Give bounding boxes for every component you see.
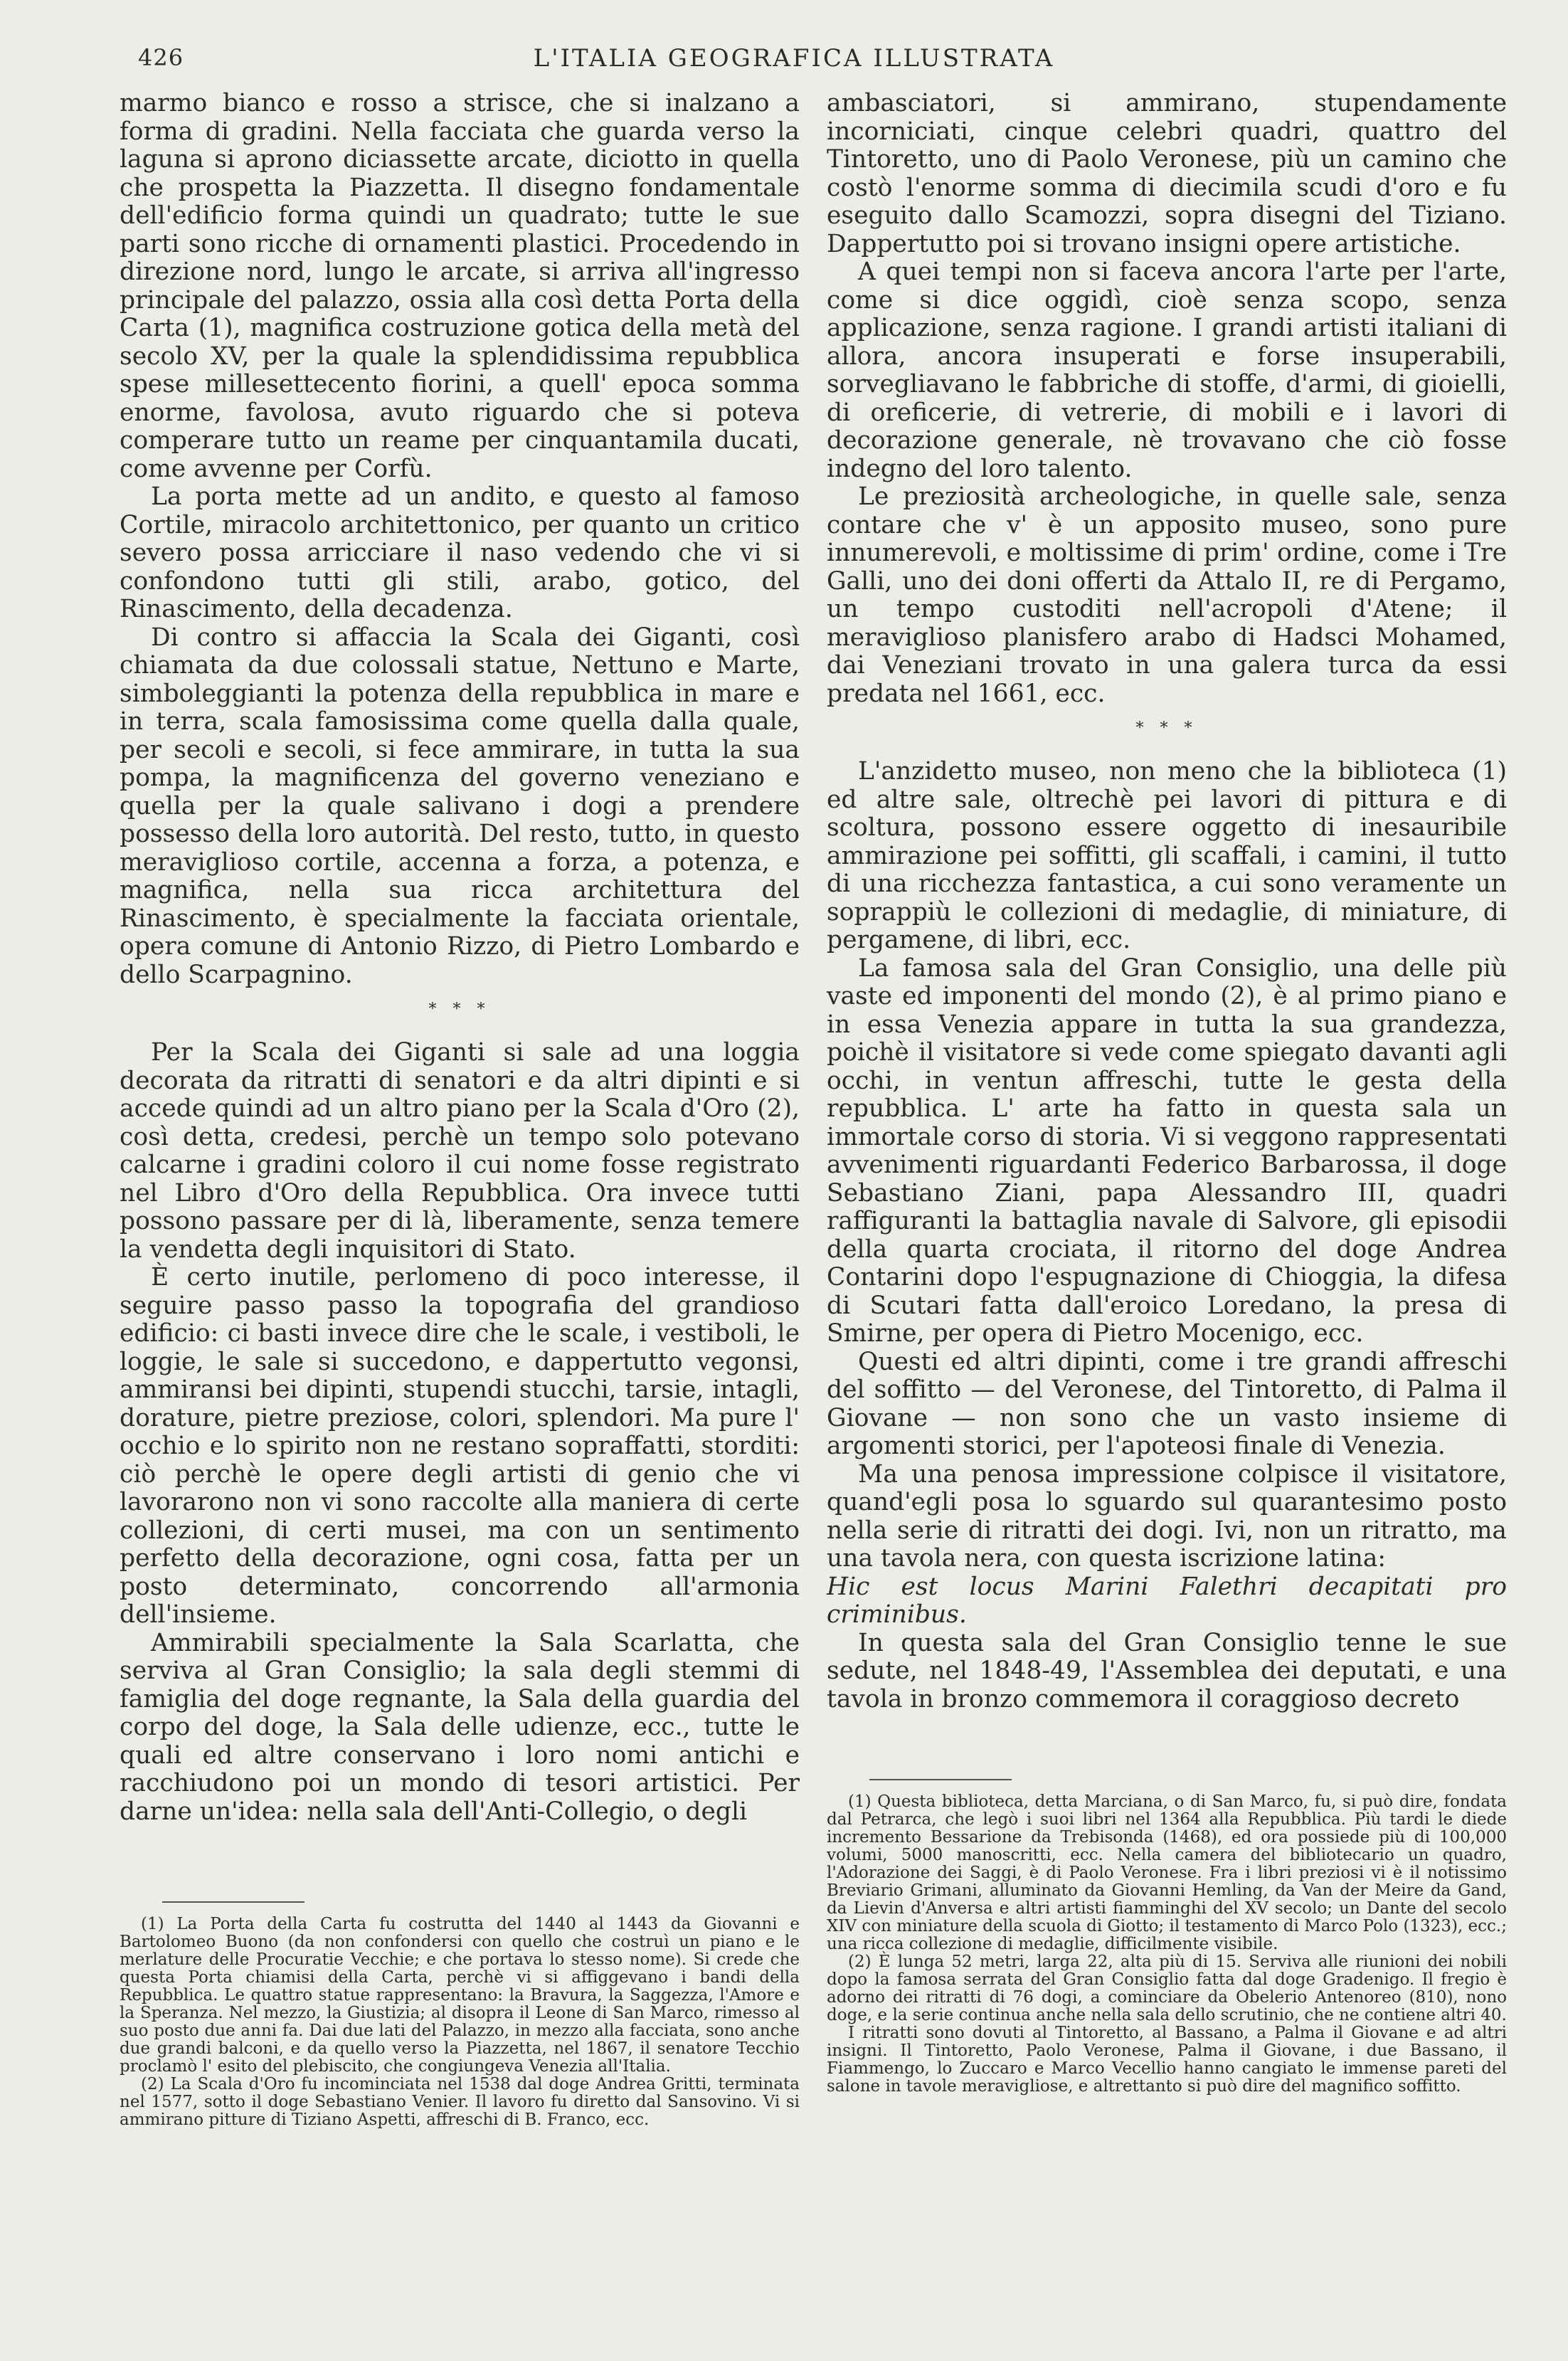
paragraph: A quei tempi non si faceva ancora l'arte per l'arte, come si dice oggidì, cioè senza scopo, senza applicazione, senza ragione. I grandi artisti italiani di allora, ancora insuperati e forse insuperabili, sorvegliavano le fabbriche di stoffe, d'armi, di gioielli, di oreficerie, di vetrerie, di mobili e i lavori di decorazione generale, nè trovavano che ciò fosse indegno del loro talento. — [827, 258, 1507, 483]
page-header — [132, 44, 1456, 80]
section-divider: * * * — [1135, 719, 1198, 737]
paragraph: Ma una penosa impressione colpisce il visitatore, quand'egli posa lo sguardo sul quarantesimo posto nella serie di ritratti dei dogi. Ivi, non un ritratto, ma una tavola nera, con questa iscrizione latina: — [827, 1459, 1507, 1573]
paragraph: Le preziosità archeologiche, in quelle sale, senza contare che v' è un apposito museo, sono pure innumerevoli, e moltissime di prim' ordine, come i Tre Galli, uno dei doni offerti da Attalo II, re di Pergamo, un tempo custoditi nell'acropoli d'Atene; il meraviglioso planisfero arabo di Hadsci Mohamed, dai Veneziani trovato in una galera turca da essi predata nel 1661, ecc. — [827, 482, 1507, 708]
paragraph: Di contro si affaccia la Scala dei Giganti, così chiamata da due colossali statue, Nettuno e Marte, simboleggianti la potenza della repubblica in mare e in terra, scala famosissima come quella dalla quale, per secoli e secoli, si fece ammirare, in tutta la sua pompa, la magnificenza del governo veneziano e quella per la quale salivano i dogi a prendere possesso della loro autorità. Del resto, tutto, in questo meraviglioso cortile, accenna a forza, a potenza, e magnifica, nella sua ricca architettura del Rinascimento, è specialmente la facciata orientale, opera comune di Antonio Rizzo, di Pietro Lombardo e dello Scarpagnino. — [120, 623, 800, 989]
footnote-rule — [869, 1779, 1012, 1780]
running-title: L'ITALIA GEOGRAFICA ILLUSTRATA — [533, 44, 1055, 73]
paragraph: Questi ed altri dipinti, come i tre grandi affreschi del soffitto — del Veronese, del Tintoretto, di Palma il Giovane — non sono che un vasto insieme di argomenti storici, per l'apoteosi finale di Venezia. — [827, 1347, 1507, 1460]
paragraph: Ammirabili specialmente la Sala Scarlatta, che serviva al Gran Consiglio; la sala degli stemmi di famiglia del doge regnante, la Sala della guardia del corpo del doge, la Sala delle udienze, ecc., tutte le quali ed altre conservano i loro nomi antichi e racchiudono poi un mondo di tesori artistici. Per darne un'idea: nella sala dell'Anti-Collegio, o degli — [120, 1628, 800, 1826]
paragraph: Per la Scala dei Giganti si sale ad una loggia decorata da ritratti di senatori e da altri dipinti e si accede quindi ad un altro piano per la Scala d'Oro (2), così detta, credesi, perchè un tempo solo potevano calcarne i gradini coloro il cui nome fosse registrato nel Libro d'Oro della Repubblica. Ora invece tutti possono passare per di là, liberamente, senza temere la vendetta degli inquisitori di Stato. — [120, 1038, 800, 1264]
footnote: (1) Questa biblioteca, detta Marciana, o di San Marco, fu, si può dire, fondata dal Petrarca, che legò i suoi libri nel 1364 alla Repubblica. Più tardi le diede incremento Bessarione da Trebisonda (1468), ed ora possiede più di 100,000 volumi, 5000 manoscritti, ecc. Nella camera del bibliotecario un quadro, l'Adorazione dei Saggi, è di Paolo Veronese. Fra i libri preziosi vi è il notissimo Breviario Grimani, alluminato da Giovanni Hemling, da Van der Meire da Gand, da Lievin d'Anversa e altri artisti fiamminghi del XV secolo; un Dante del secolo XIV con miniature della scuola di Giotto; il testamento di Marco Polo (1323), ecc.; una ricca collezione di medaglie, difficilmente visibile. — [827, 1792, 1507, 1953]
footnote: (2) È lunga 52 metri, larga 22, alta più di 15. Serviva alle riunioni dei nobili dopo la famosa serrata del Gran Consiglio fatta dal doge Gradenigo. Il fregio è adorno dei ritratti di 76 dogi, a cominciare da Obelerio Antenoreo (810), nono doge, e la serie continua anche nella sala dello scrutinio, che ne contiene altri 40. — [827, 1953, 1507, 2024]
footnote-rule — [162, 1901, 304, 1903]
latin-inscription: Hic est locus Marini Falethri decapitati pro criminibus. — [827, 1572, 1507, 1629]
paragraph: ambasciatori, si ammirano, stupendamente incorniciati, cinque celebri quadri, quattro del Tintoretto, uno di Paolo Veronese, più un camino che costò l'enorme somma di diecimila scudi d'oro e fu eseguito dallo Scamozzi, sopra disegni del Tiziano. Dappertutto poi si trovano insigni opere artistiche. — [827, 89, 1507, 258]
right-column — [827, 90, 1507, 1713]
footnote: (1) La Porta della Carta fu costrutta del 1440 al 1443 da Giovanni e Bartolomeo Buono (da non confondersi con quello che costruì un piano e le merlature delle Procuratie Vecchie; e che portava lo stesso nome). Si crede che questa Porta chiamisi della Carta, perchè vi si affiggevano i bandi della Repubblica. Le quattro statue rappresentano: la Bravura, la Saggezza, l'Amore e la Speranza. Nel mezzo, la Giustizia; al disopra il Leone di San Marco, rimesso al suo posto due anni fa. Dai due lati del Palazzo, in mezzo alla facciata, sono anche due grandi balconi, e da quello verso la Piazzetta, nel 1867, il senatore Tecchio proclamò l' esito del plebiscito, che congiungeva Venezia all'Italia. — [120, 1915, 800, 2076]
footnotes-right — [827, 1779, 1507, 2096]
paragraph: La porta mette ad un andito, e questo al famoso Cortile, miracolo architettonico, per quanto un critico severo possa arricciare il naso vedendo che vi si confondono tutti gli stili, arabo, gotico, del Rinascimento, della decadenza. — [120, 482, 800, 623]
paragraph: L'anzidetto museo, non meno che la biblioteca (1) ed altre sale, oltrechè pei lavori di pittura e di scoltura, possono essere oggetto di inesauribile ammirazione pei soffitti, gli scaffali, i camini, il tutto di una ricchezza fantastica, a cui sono veramente un soprappiù le collezioni di medaglie, di miniature, di pergamene, di libri, ecc. — [827, 757, 1507, 954]
footnote: I ritratti sono dovuti al Tintoretto, al Bassano, a Palma il Giovane e ad altri insigni. Il Tintoretto, Paolo Veronese, Palma il Giovane, i due Bassano, il Fiammengo, lo Zuccaro e Marco Vecellio hanno cangiato le immense pareti del salone in tavole meravigliose, e altrettanto si può dire del magnifico soffitto. — [827, 2024, 1507, 2096]
section-divider: * * * — [428, 1000, 491, 1018]
left-column — [120, 90, 800, 1826]
paragraph: È certo inutile, perlomeno di poco interesse, il seguire passo passo la topografia del grandioso edificio: ci basti invece dire che le scale, i vestiboli, le loggie, le sale si succedono, e dappertutto vegonsi, ammiransi bei dipinti, stupendi stucchi, tarsie, intagli, dorature, pietre preziose, colori, splendori. Ma pure l' occhio e lo spirito non ne restano sopraffatti, storditi: ciò perchè le opere degli artisti di genio che vi lavorarono non vi sono raccolte alla maniera di certe collezioni, di certi musei, ma con un sentimento perfetto della decorazione, ogni cosa, fatta per un posto determinato, concorrendo all'armonia dell'insieme. — [120, 1263, 800, 1629]
footnote: (2) La Scala d'Oro fu incominciata nel 1538 dal doge Andrea Gritti, terminata nel 1577, sotto il doge Sebastiano Venier. Il lavoro fu diretto dal Sansovino. Vi si ammirano pitture di Tiziano Aspetti, affreschi di B. Franco, ecc. — [120, 2075, 800, 2129]
page-number: 426 — [138, 44, 184, 71]
paragraph: In questa sala del Gran Consiglio tenne le sue sedute, nel 1848-49, l'Assemblea dei deputati, e una tavola in bronzo commemora il coraggioso decreto — [827, 1628, 1507, 1713]
paragraph: La famosa sala del Gran Consiglio, una delle più vaste ed imponenti del mondo (2), è al primo piano e in essa Venezia appare in tutta la sua grandezza, poichè il visitatore si vede come spiegato davanti agli occhi, in ventun affreschi, tutte le gesta della repubblica. L' arte ha fatto in questa sala un immortale corso di storia. Vi si veggono rappresentati avvenimenti riguardanti Federico Barbarossa, il doge Sebastiano Ziani, papa Alessandro III, quadri raffiguranti la battaglia navale di Salvore, gli episodii della quarta crociata, il ritorno del doge Andrea Contarini dopo l'espugnazione di Chioggia, la difesa di Scutari fatta dall'eroico Loredano, la presa di Smirne, per opera di Pietro Mocenigo, ecc. — [827, 954, 1507, 1348]
paragraph: marmo bianco e rosso a strisce, che si inalzano a forma di gradini. Nella facciata che guarda verso la laguna si aprono diciassette arcate, diciotto in quella che prospetta la Piazzetta. Il disegno fondamentale dell'edificio forma quindi un quadrato; tutte le sue parti sono ricche di ornamenti plastici. Procedendo in direzione nord, lungo le arcate, si arriva all'ingresso principale del palazzo, ossia alla così detta Porta della Carta (1), magnifica costruzione gotica della metà del secolo XV, per la quale la splendidissima repubblica spese millesettecento fiorini, a quell' epoca somma enorme, favolosa, avuto riguardo che si poteva comperare tutto un reame per cinquantamila ducati, come avvenne per Corfù. — [120, 89, 800, 483]
footnotes-left — [120, 1901, 800, 2129]
